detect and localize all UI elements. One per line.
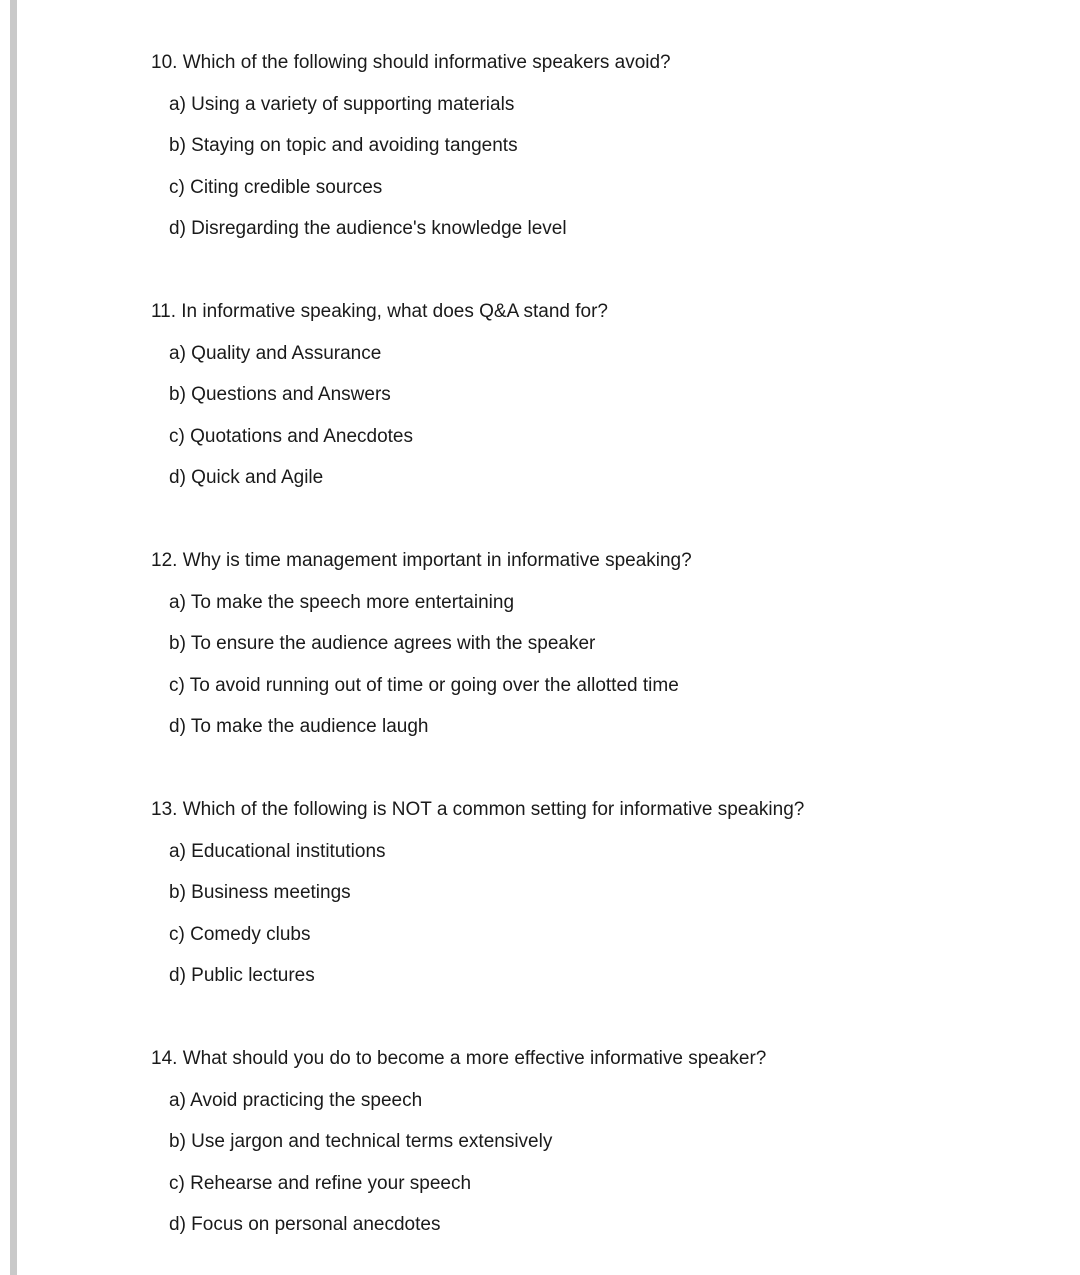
option-b: b) To ensure the audience agrees with the speaker bbox=[169, 633, 596, 654]
option-a: a) Using a variety of supporting materials bbox=[169, 93, 515, 115]
option-c: c) Quotations and Anecdotes bbox=[169, 425, 413, 447]
option-d: d) Quick and Agile bbox=[169, 467, 324, 488]
question-10 bbox=[151, 52, 1031, 240]
question-text: 14. What should you do to become a more effective informative speaker? bbox=[151, 1048, 767, 1069]
option-c: c) Comedy clubs bbox=[169, 923, 311, 945]
option-b: b) Questions and Answers bbox=[169, 384, 391, 405]
question-11 bbox=[151, 301, 1031, 489]
option-a: a) Avoid practicing the speech bbox=[169, 1089, 423, 1111]
option-b: b) Business meetings bbox=[169, 882, 351, 903]
option-a: a) Educational institutions bbox=[169, 840, 386, 862]
option-a: a) Quality and Assurance bbox=[169, 342, 382, 364]
question-text: 12. Why is time management important in informative speaking? bbox=[151, 550, 692, 571]
option-d: d) Focus on personal anecdotes bbox=[169, 1214, 441, 1235]
question-text: 10. Which of the following should informative speakers avoid? bbox=[151, 52, 671, 73]
option-b: b) Staying on topic and avoiding tangents bbox=[169, 135, 518, 156]
option-b: b) Use jargon and technical terms extensively bbox=[169, 1131, 553, 1152]
option-c: c) To avoid running out of time or going over the allotted time bbox=[169, 674, 679, 696]
question-text: 13. Which of the following is NOT a common setting for informative speaking? bbox=[151, 799, 805, 820]
question-13 bbox=[151, 799, 1031, 987]
question-text: 11. In informative speaking, what does Q&A stand for? bbox=[151, 301, 608, 322]
option-d: d) To make the audience laugh bbox=[169, 716, 429, 737]
option-c: c) Rehearse and refine your speech bbox=[169, 1172, 472, 1194]
option-a: a) To make the speech more entertaining bbox=[169, 591, 515, 613]
option-d: d) Disregarding the audience's knowledge level bbox=[169, 218, 567, 239]
option-d: d) Public lectures bbox=[169, 965, 315, 986]
question-12 bbox=[151, 550, 1031, 738]
option-c: c) Citing credible sources bbox=[169, 176, 383, 198]
question-14 bbox=[151, 1048, 1031, 1236]
